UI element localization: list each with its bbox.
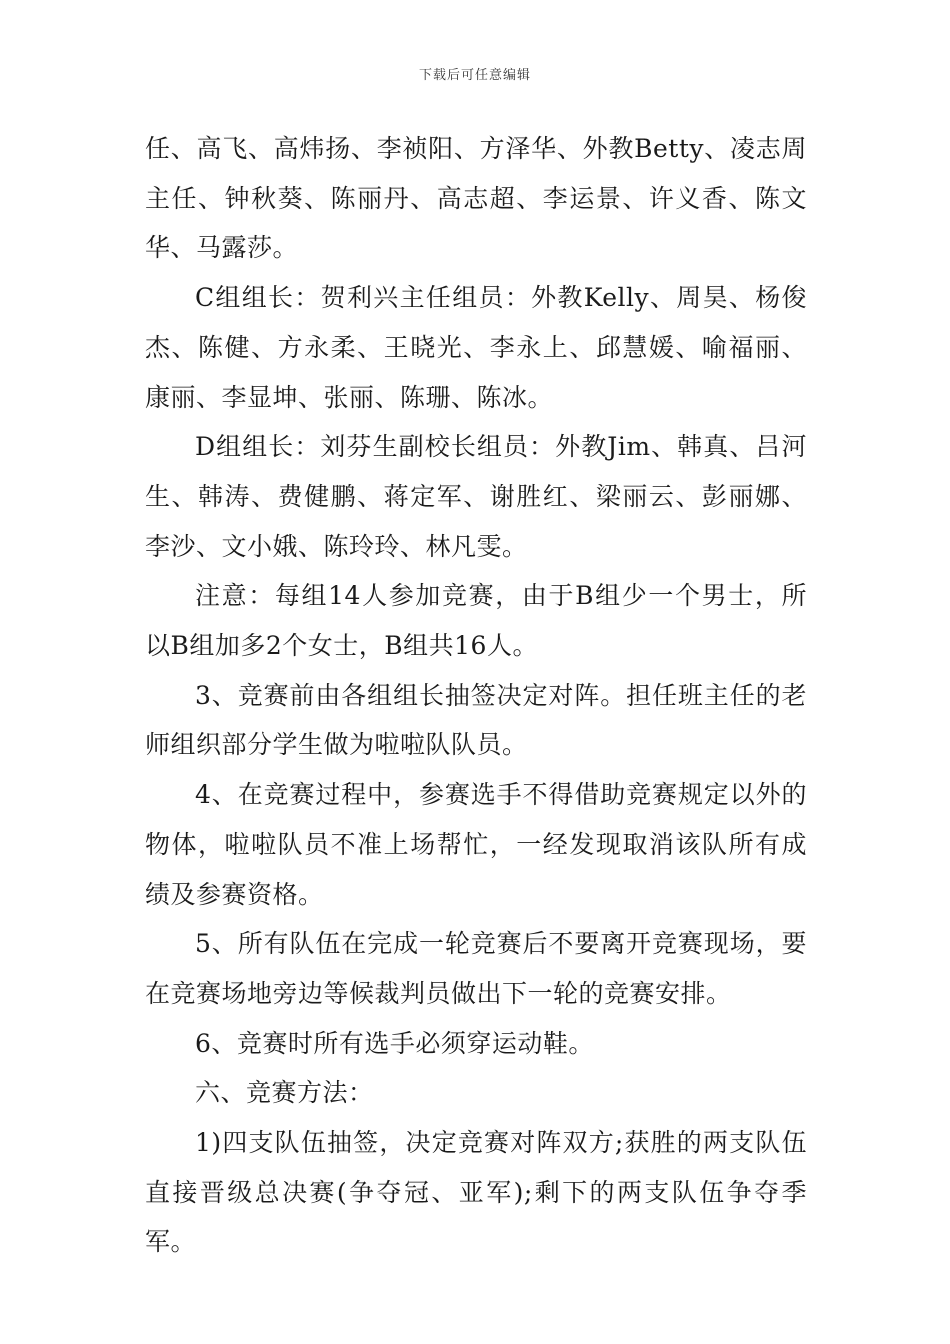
paragraph-6: 4、在竞赛过程中，参赛选手不得借助竞赛规定以外的物体，啦啦队员不准上场帮忙，一经发现取消该队所有成绩及参赛资格。: [145, 780, 807, 909]
paragraph-4: 注意：每组14人参加竞赛，由于B组少一个男士，所以B组加多2个女士，B组共16人。: [145, 581, 807, 661]
paragraph-3: D组组长：刘芬生副校长组员：外教Jim、韩真、吕河生、韩涛、费健鹏、蒋定军、谢胜红、梁丽云、彭丽娜、李沙、文小娥、陈玲玲、林凡雯。: [145, 432, 807, 561]
page-header: 下载后可任意编辑: [418, 68, 531, 83]
paragraph-9: 六、竞赛方法：: [195, 1078, 374, 1108]
paragraph-2: C组组长：贺利兴主任组员：外教Kelly、周昊、杨俊杰、陈健、方永柔、王晓光、李永上、邱慧媛、喻福丽、康丽、李显坤、张丽、陈珊、陈冰。: [145, 283, 807, 412]
paragraph-7: 5、所有队伍在完成一轮竞赛后不要离开竞赛现场，要在竞赛场地旁边等候裁判员做出下一轮的竞赛安排。: [145, 929, 807, 1008]
paragraph-5: 3、竞赛前由各组组长抽签决定对阵。担任班主任的老师组织部分学生做为啦啦队队员。: [145, 680, 807, 760]
document-body: [145, 124, 807, 1267]
paragraph-8: 6、竞赛时所有选手必须穿运动鞋。: [195, 1028, 594, 1058]
paragraph-10: 1)四支队伍抽签，决定竞赛对阵双方;获胜的两支队伍直接晋级总决赛(争夺冠、亚军);剩下的两支队伍争夺季军。: [145, 1128, 807, 1257]
paragraph-1: 任、高飞、高炜扬、李祯阳、方泽华、外教Betty、凌志周主任、钟秋葵、陈丽丹、高志超、李运景、许义香、陈文华、马露莎。: [145, 134, 807, 263]
